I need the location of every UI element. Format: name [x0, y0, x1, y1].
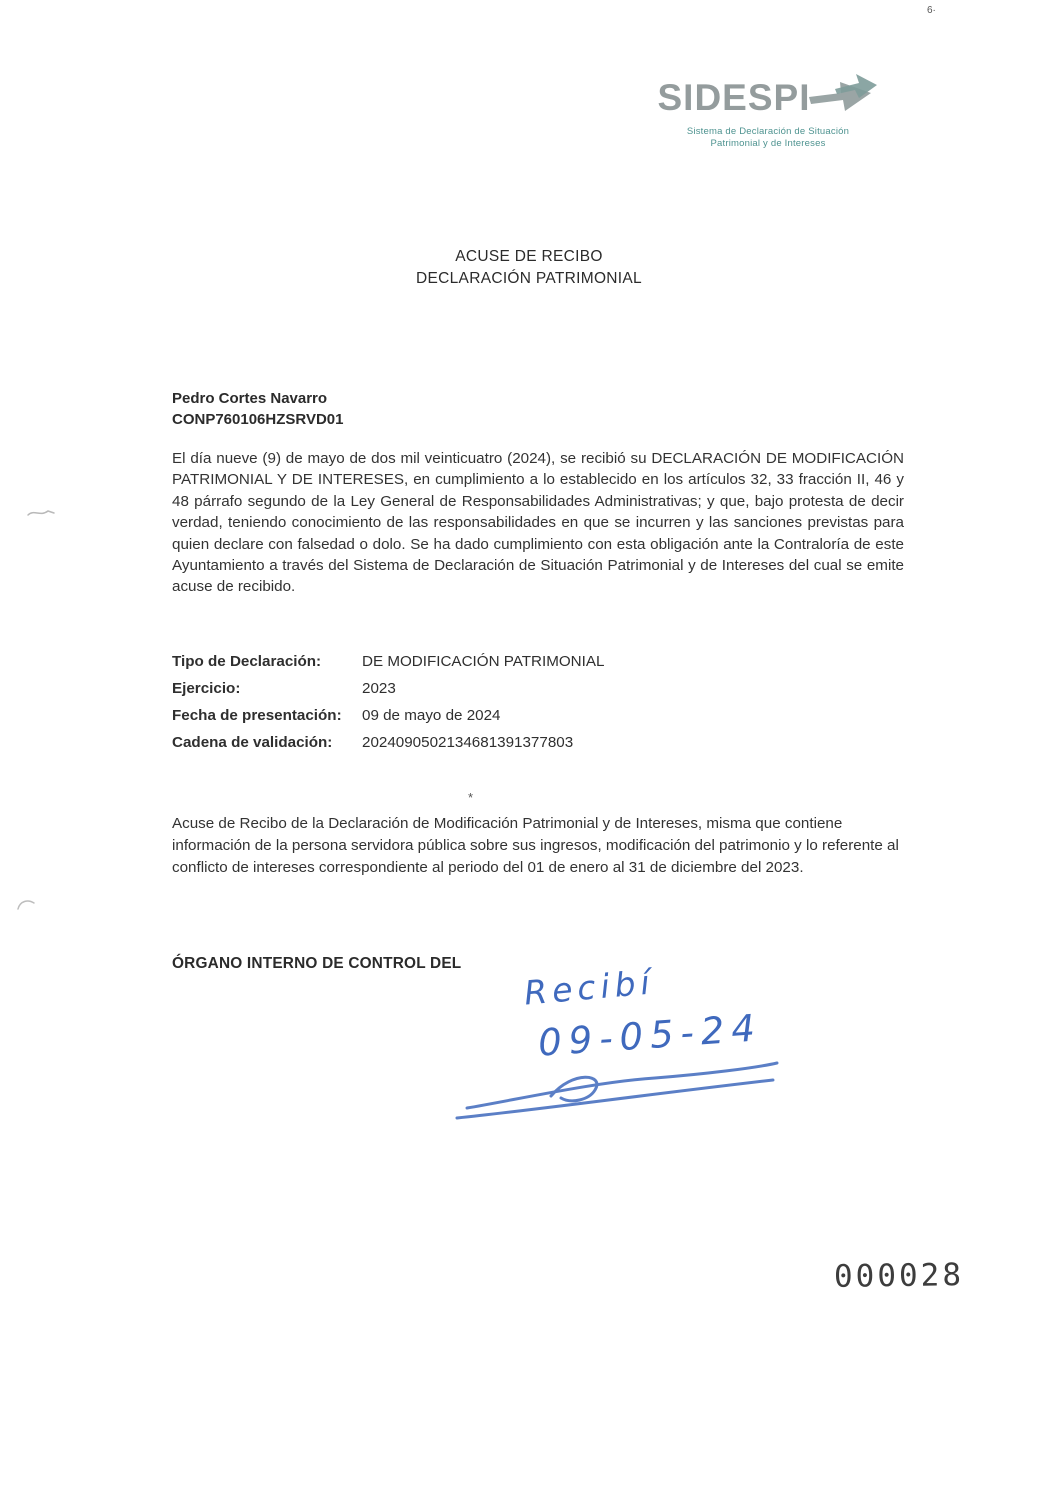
scan-artifact-stray-mark: * [468, 790, 474, 805]
handwritten-recibi: Recibí [522, 962, 657, 1013]
field-label-fecha: Fecha de presentación: [172, 707, 342, 724]
sidespi-logo [648, 70, 888, 150]
field-label-tipo: Tipo de Declaración: [172, 653, 322, 670]
document-title [0, 246, 1058, 290]
logo-subtitle-line2: Patrimonial y de Intereses [710, 138, 826, 149]
folio-stamp: 000028 [833, 1257, 965, 1295]
field-value-ejercicio: 2023 [362, 680, 396, 697]
office-line: ÓRGANO INTERNO DE CONTROL DEL [172, 955, 462, 972]
declarant-curp: CONP760106HZSRVD01 [172, 411, 344, 428]
body-paragraph: El día nueve (9) de mayo de dos mil veinticuatro (2024), se recibió su DECLARACIÓN DE MODIFICACIÓN PATRIMONIAL Y DE INTERESES, en cumplimiento a lo establecido en los artículos 32, 33 fracción II, 46 y 48 párrafo segundo de la Ley General de Responsabilidades Administrativas; y que, bajo protesta de decir verdad, teniendo conocimiento de las responsabilidades en que se incurren y las sanciones previstas para quien declare con falsedad o dolo. Se ha dado cumplimiento con esta obligación ante la Contraloría de este Ayuntamiento a través del Sistema de Declaración de Situación Patrimonial y de Intereses del cual se emite acuse de recibido. [172, 450, 904, 596]
handwritten-signature [455, 1052, 785, 1129]
scan-artifact-corner-mark: 6· [927, 5, 936, 16]
closing-paragraph: Acuse de Recibo de la Declaración de Modificación Patrimonial y de Intereses, misma que contiene información de la persona servidora pública sobre sus ingresos, modificación del patrimonio y lo referente al conflicto de intereses correspondiente al periodo del 01 de enero al 31 de diciembre del 2023. [172, 815, 899, 876]
scan-artifact-squiggle-1 [26, 505, 56, 521]
logo-row [648, 70, 888, 125]
logo-subtitle-line1: Sistema de Declaración de Situación [686, 126, 850, 137]
scan-artifact-squiggle-2 [14, 895, 40, 913]
logo-brand-text: SIDESPI [657, 76, 811, 118]
field-value-tipo: DE MODIFICACIÓN PATRIMONIAL [362, 653, 605, 670]
title-line-acuse: ACUSE DE RECIBO [455, 248, 603, 265]
field-label-cadena: Cadena de validación: [172, 734, 333, 751]
declaration-fields [172, 652, 604, 753]
logo-arrow-icon [807, 67, 879, 122]
field-label-ejercicio: Ejercicio: [172, 680, 241, 697]
logo-subtitle [648, 126, 888, 150]
field-value-fecha: 09 de mayo de 2024 [362, 707, 501, 724]
handwritten-date: 09-05-24 [536, 1006, 764, 1065]
field-value-cadena: 2024090502134681391377803 [362, 734, 574, 751]
title-line-declaracion: DECLARACIÓN PATRIMONIAL [416, 270, 642, 287]
declarant-name: Pedro Cortes Navarro [172, 390, 328, 407]
declarant-block [172, 388, 343, 430]
